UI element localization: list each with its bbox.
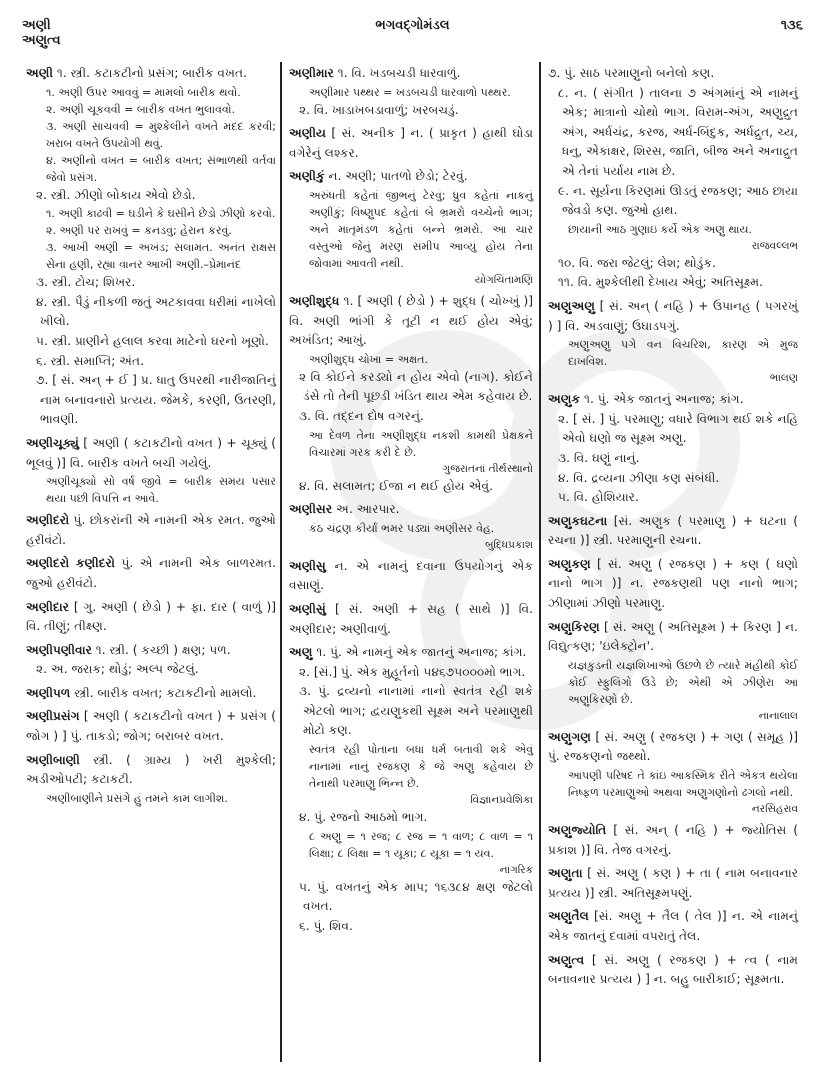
dictionary-entry: [548, 512, 798, 551]
headword: અણીય: [289, 126, 326, 141]
column-3: [548, 64, 798, 994]
entry-text: [સં. અણુ + તૈલ ( તેલ )] ન. એ નામનું એક જાતનું દવામાં વપરાતું તેલ.: [548, 909, 798, 943]
definition-line: [548, 864, 798, 903]
source-citation: [289, 792, 533, 808]
column-2: [289, 64, 533, 940]
entry-text: ૮ અણુ = ૧ રજ; ૮ રજ = ૧ વાળ; ૮ વાળ = ૧ લિક્ષા; ૮ લિક્ષા = ૧ યૂકા; ૮ યૂકા = ૧ યવ.: [309, 829, 533, 860]
entry-text: ન. એ નામનું દવાના ઉપયોગનું એક વસાણું.: [289, 558, 534, 593]
definition-line: [548, 273, 798, 293]
usage-example: [26, 84, 276, 101]
definition-line: [548, 410, 798, 449]
entry-text: ૪. અણીનો વખત = બારીક વખત; સંભાળથી વર્તવા જેવો પ્રસંગ.: [46, 153, 276, 184]
dictionary-entry: [548, 555, 798, 614]
entry-text: નરસિંહરાવ: [751, 803, 798, 816]
usage-example: [548, 336, 798, 370]
definition-line: [548, 182, 798, 221]
definition-line: [289, 917, 533, 937]
dictionary-entry: [289, 557, 533, 596]
entry-text: યજ્ઞકુંડની યજ્ઞશિખાઓ ઉછળે છે ત્યારે મંહીથી કોઈ કોઈ સ્ફુલિંગો ઉડે છે; એથી એ ઝીણેરા આ અણુકિરણો છે.: [568, 658, 798, 706]
dictionary-entry: [548, 297, 798, 386]
entry-text: ૨. અ. જરાક; થોડું; અલ્પ જેટલું.: [36, 662, 199, 677]
entry-text: રાજવલ્લભ: [751, 239, 798, 252]
headword: અણુક: [548, 392, 581, 407]
entry-text: ૫. પું. વખતનું એક માપ; ૧૬૩૮૪ ક્ષણ જેટલો વખત.: [299, 879, 533, 914]
dictionary-entry: [548, 618, 798, 724]
definition-line: [26, 186, 276, 206]
definition-line: [548, 618, 798, 657]
usage-example: [548, 221, 798, 238]
dictionary-entry: [548, 864, 798, 903]
entry-text: ગુજરાતનાં તીર્થસ્થાનો: [442, 462, 533, 475]
definition-line: [289, 101, 533, 121]
entry-text: અ. આરપાર.: [336, 502, 400, 517]
entry-text: ૬. સ્ત્રી. સમાપ્તિ; અંત.: [36, 353, 144, 368]
source-citation: [289, 862, 533, 878]
entry-text: [ સં. અણુ ( કણ ) + તા ( નામ બનાવનાર પ્રત્યય )] સ્ત્રી. અતિસૂક્ષ્મપણું.: [548, 866, 799, 900]
headword: અણુકણ: [548, 556, 591, 571]
entry-text: ૧. પું. એ નામનું એક જાતનું અનાજ; કાંગ.: [316, 645, 527, 660]
usage-example: [26, 205, 276, 222]
definition-line: [289, 407, 533, 427]
entry-text: ૧. સ્ત્રી. કટાકટીનો પ્રસંગ; બારીક વખત.: [56, 66, 247, 80]
entry-text: ૩. વિ. ઘણું નાનું.: [558, 450, 640, 465]
entry-text: ૨. સ્ત્રી. ઝીણો બોકાય એવો છેડો.: [36, 187, 196, 202]
headword: અણીપળ: [26, 685, 71, 700]
entry-text: અણીમાર પથ્થર = ખડબચડી ધારવાળો પથ્થર.: [309, 85, 511, 99]
dictionary-entry: [26, 707, 276, 746]
entry-text: [ ગુ. અણી ( છેડો ) + ફા. દાર ( વાળું )] વિ. તીણું; તીક્ષ્ણ.: [26, 599, 276, 634]
headword: અણીસું: [289, 601, 326, 616]
headword: અણુગણ: [548, 729, 592, 744]
entry-text: ૫. સ્ત્રી. પ્રાણીને હલાલ કરવા માટેનો ઘરનો ખૂણો.: [36, 333, 269, 348]
entry-text: ૬. પું. શિવ.: [299, 918, 353, 933]
entry-text: આપણી પરિષદ તે કાંઇ આકસ્મિક રીતે એકત્ર થયેલા નિષ્ફળ પરમાણુઓ અથવા અણુગણોનો ઢગલો નથી.: [568, 769, 798, 800]
entry-text: સ્ત્રી. ( ગ્રામ્ય ) ખરી મુશ્કેલી; અડીઓપટી; કટાકટી.: [26, 752, 276, 787]
dictionary-entry: [548, 64, 798, 293]
definition-line: [289, 682, 533, 741]
definition-line: [548, 951, 798, 990]
entry-text: અરુંધતી કહેતાં જીભનું ટેરવું; ધ્રુવ કહેતાં નાકનું અણીકું; વિષ્ણુપદ કહેતાં બે ભ્રમરો વચ્ચેનો ભાગ; અને માતૃમંડળ કહેતાં બન્ને ભ્રમરો. આ ચાર વસ્તુઓ જેનું મરણ સમીપ આવ્યું હોય તેના જોવામાં આવતી નથી.: [309, 188, 533, 270]
entry-text: યોગચિંતામણિ: [474, 273, 533, 286]
dictionary-entry: [289, 600, 533, 639]
entry-text: ભાલણ: [769, 372, 798, 385]
usage-example: [26, 473, 276, 507]
usage-example: [289, 520, 533, 537]
dictionary-entry: [26, 511, 276, 550]
entry-text: અણીશુદ્ધ ચોખા = અક્ષત.: [309, 352, 428, 366]
entry-text: ૪. વિ. સલામત; ઈજા ન થઈ હોય એવું.: [299, 478, 493, 493]
entry-text: [ સં. અણુ ( અતિસૂક્ષ્મ ) + કિરણ ] ન. વિદ્યુત્કણ; 'ઇલેક્ટ્રોન'.: [548, 619, 799, 654]
definition-line: [26, 707, 276, 746]
usage-example: [289, 828, 533, 862]
entry-text: નાગરિક: [499, 863, 533, 876]
definition-line: [289, 643, 533, 663]
dictionary-entry: [26, 598, 276, 637]
headword: અણીદાર: [26, 599, 70, 614]
definition-line: [289, 292, 533, 351]
entry-text: [ સં. અણુ ( રજકણ ) + ગણ ( સમૂહ )] પું. રજકણનો જથ્થો.: [548, 729, 799, 764]
dictionary-entry: [548, 951, 798, 990]
entry-text: [ સં. અન્ ( નહિ ) + ઉપાનહ ( પગરખું ) ] વિ. અડવાણું; ઉઘાડપગું.: [548, 298, 799, 333]
definition-line: [289, 167, 533, 187]
headword: અણુ: [289, 645, 313, 660]
headword: અણીપણીવાર: [26, 642, 92, 657]
entry-text: ૪. સ્ત્રી. પૈડું નીકળી જતું અટકાવવા ધરીમાં નાખેલો ખીલો.: [36, 294, 276, 329]
usage-example: [26, 152, 276, 186]
definition-line: [548, 254, 798, 274]
definition-line: [26, 684, 276, 704]
dictionary-entry: [548, 821, 798, 860]
dictionary-entry: [289, 124, 533, 163]
entry-text: [ અણી ( કટાકટીનો વખત ) + પ્રસંગ ( જોગ ) ] પું. તાકડો; જોગ; બરાબર વખત.: [26, 709, 276, 744]
entry-text: [ સં. અનીક ] ન. ( પ્રાકૃત ) હાથી ઘોડા વગેરેનું લશ્કર.: [289, 126, 533, 160]
guide-word-last: અણુત્વ: [22, 33, 61, 48]
headword: અણુત્વ: [548, 952, 585, 967]
entry-text: ૩. વિ. તદ્દન દોષ વગરનું.: [299, 408, 424, 423]
headword: અણીદરો: [26, 513, 70, 528]
usage-example: [548, 767, 798, 801]
headword: અણીશુદ્ધ: [289, 293, 340, 308]
dictionary-entry: [26, 751, 276, 807]
entry-text: છાયાની આઠ ગુણાઇ કર્યે એક અણુ થાય.: [568, 222, 752, 236]
definition-line: [289, 64, 533, 84]
usage-example: [26, 239, 276, 273]
dictionary-entry: [289, 64, 533, 120]
dictionary-entry: [289, 167, 533, 288]
entry-text: ૩. આખી અણી = અખંડ; સલામત. અનંત રાક્ષસ સેના હણી, રહ્યા વાનર આખી અણી.–પ્રેમાનંદ: [46, 241, 276, 272]
entry-text: ૧. વિ. ખડબચડી ધારવાળું.: [337, 66, 461, 80]
entry-text: ૭. પું. સાઠ પરમાણુનો બનેલો કણ.: [548, 66, 715, 80]
definition-line: [26, 641, 276, 661]
entry-text: આ દેવળ તેના અણીશુદ્ધ નકશી કામથી પ્રેક્ષકને વિચારમાં ગરક કરી દે છે.: [309, 428, 533, 459]
usage-example: [26, 222, 276, 239]
definition-line: [26, 598, 276, 637]
entry-text: ૪. વિ. દ્રવ્યના ઝીણા કણ સંબંધી.: [558, 470, 720, 485]
headword: અણુકિરણ: [548, 619, 600, 634]
entry-text: વિજ્ઞાનપ્રવેશિકા: [470, 794, 533, 807]
source-citation: [548, 238, 798, 254]
definition-line: [289, 477, 533, 497]
guide-word-first: અણી: [22, 18, 51, 33]
definition-line: [289, 878, 533, 917]
source-citation: [289, 537, 533, 553]
entry-text: ૯. ન. સૂર્યના કિરણમાં ઊડતું રજકણ; આઠ છાયા જેવડો કણ. જુઓ હાથ.: [558, 183, 798, 218]
entry-text: ૧. [ અણી ( છેડો ) + શુદ્ધ ( ચોખ્ખું )] વિ. અણી ભાંગી કે તૂટી ન થઈ હોય એવું; અખંડિત; આખું.: [289, 293, 534, 348]
entry-text: ૧. સ્ત્રી. ( કચ્છી ) ક્ષણ; પળ.: [95, 642, 231, 657]
definition-line: [289, 124, 533, 163]
column-divider: [539, 62, 541, 1062]
entry-text: ૩. અણી સાચવવી = મુશ્કેલીને વખતે મદદ કરવી; ખરાબ વખતે ઉપયોગી થવું.: [46, 119, 276, 150]
definition-line: [548, 469, 798, 489]
definition-line: [548, 728, 798, 767]
source-citation: [548, 370, 798, 386]
definition-line: [26, 660, 276, 680]
definition-line: [548, 907, 798, 946]
entry-text: ૧. પું. એક જાતનું અનાજ; કાંગ.: [583, 392, 744, 407]
page-number: ૧૩૬: [780, 18, 803, 33]
headword: અણુજ્યોતિ: [548, 823, 607, 838]
dictionary-entry: [548, 390, 798, 508]
headword: અણીચૂક્યું: [26, 435, 79, 450]
entry-text: ૩. પું. દ્રવ્યનો નાનામાં નાનો સ્વતંત્ર રહી શકે એટલો ભાગ; દ્વયણુકથી સૂક્ષ્મ અને પરમાણુથી મોટો કણ.: [299, 684, 533, 738]
definition-line: [548, 488, 798, 508]
headword: અણુતા: [548, 866, 583, 881]
entry-text: ૨. વિ. ખાડાખબડાવાળું; ખરબચડું.: [299, 102, 459, 117]
source-citation: [289, 461, 533, 477]
headword: અણી: [26, 66, 53, 80]
entry-text: નાનાલાલ: [758, 709, 798, 722]
headword: અણીસુ: [289, 558, 326, 573]
definition-line: [26, 352, 276, 372]
dictionary-entry: [289, 292, 533, 496]
definition-line: [26, 554, 276, 593]
entry-text: ન. અણી; પાતળો છેડો; ટેરવું.: [328, 169, 468, 184]
entry-text: બુદ્ધિપ્રકાશ: [485, 538, 533, 551]
entry-text: ૨. [સં.] પું. એક મુહૂર્તનો ૫૪૬૭૫૦૦૦મો ભાગ.: [299, 664, 526, 679]
entry-text: [ સં. અણુ ( રજકણ ) + કણ ( ઘણો નાનો ભાગ )] ન. રજકણથી પણ નાનો ભાગ; ઝીણામાં ઝીણો પરમાણુ.: [548, 556, 798, 611]
headword: અણુકઘટના: [548, 513, 608, 528]
usage-example: [548, 657, 798, 708]
dictionary-entry: [289, 643, 533, 936]
entry-text: અણુઅણુ પગે વન વિચરિશ, કારણ એ મુજ દાખવિશ.: [568, 338, 798, 369]
usage-example: [289, 187, 533, 272]
entry-text: સ્ત્રી. બારીક વખત; કટાકટીનો મામલો.: [74, 685, 257, 700]
dictionary-entry: [26, 64, 276, 430]
definition-line: [26, 751, 276, 790]
definition-line: [548, 555, 798, 614]
definition-line: [289, 663, 533, 683]
column-1: [26, 64, 276, 811]
dictionary-entry: [26, 434, 276, 507]
dictionary-entry: [289, 500, 533, 553]
entry-text: ૩. સ્ત્રી. ટોચ; શિખર.: [36, 275, 136, 290]
definition-line: [548, 64, 798, 84]
usage-example: [289, 427, 533, 461]
entry-text: અણીચૂક્યો સો વર્ષ જીવે = બારીક સમય પસાર થયા પછી વિપત્તિ ન આવે.: [46, 475, 276, 506]
source-citation: [548, 708, 798, 724]
dictionary-entry: [548, 907, 798, 946]
page-title: ભગવદ્ગોમંડલ: [375, 18, 450, 33]
entry-text: ૭. [ સં. અન્ + ઈ ] પ્ર. ધાતુ ઉપરથી નારીજાતિનું નામ બનાવનારો પ્રત્યય. જેમકે, કરણી, ઉતરણી, ભાવણી.: [36, 373, 276, 427]
entry-text: પું. છોકરાંની એ નામની એક રમત. જુઓ હરીવંટો.: [26, 513, 276, 547]
definition-line: [548, 84, 798, 182]
definition-line: [548, 297, 798, 336]
dictionary-entry: [26, 684, 276, 704]
usage-example: [289, 84, 533, 101]
usage-example: [26, 118, 276, 152]
entry-text: [ સં. અન્ ( નહિ ) + જ્યોતિસ ( પ્રકાશ )] વિ. તેજ વગરનું.: [548, 823, 798, 857]
entry-text: [સં. અણુક ( પરમાણુ ) + ઘટના ( રચના )] સ્ત્રી. પરમાણુની રચના.: [548, 513, 799, 548]
definition-line: [26, 511, 276, 550]
headword: અણુતૈલ: [548, 909, 589, 924]
definition-line: [548, 390, 798, 410]
headword: અણીદરો કણીદરો: [26, 556, 115, 571]
definition-line: [289, 808, 533, 828]
definition-line: [289, 500, 533, 520]
dictionary-entry: [548, 728, 798, 817]
source-citation: [289, 272, 533, 288]
definition-line: [26, 273, 276, 293]
entry-text: ૧. અણી કાઢવી = ઘડીને કે ઘસીને છેડો ઝીણો કરવો.: [46, 207, 276, 221]
definition-line: [26, 293, 276, 332]
definition-line: [289, 600, 533, 639]
source-citation: [548, 801, 798, 817]
dictionary-entry: [26, 554, 276, 593]
column-divider: [280, 62, 282, 1062]
entry-text: [ સં. અણુ ( રજકણ ) + ત્વ ( નામ બનાવનાર પ્રત્યય ) ] ન. બહુ બારીકાઈ; સૂક્ષ્મતા.: [548, 952, 799, 987]
definition-line: [26, 434, 276, 473]
usage-example: [289, 351, 533, 368]
definition-line: [26, 371, 276, 430]
entry-text: સ્વતંત્ર રહી પોતાના બધા ધર્મ બતાવી શકે એવું નાનામાં નાનું રજકણ કે જે અણુ કહેવાય છે તેનાથી પરમાણુ ભિન્ન છે.: [309, 743, 533, 791]
usage-example: [26, 790, 276, 807]
entry-text: પું. એ નામની એક બાળરમત. જુઓ હરીવંટો.: [26, 556, 276, 590]
headword: અણીકું: [289, 169, 325, 184]
entry-text: ૧. અણી ઉપર આવવું = મામલો બારીક થવો.: [46, 85, 241, 99]
definition-line: [548, 449, 798, 469]
entry-text: ૪. પું. રજનો આઠમો ભાગ.: [299, 810, 428, 825]
entry-text: ૧૦. વિ. જરા જેટલું; લેશ; થોડુંક.: [558, 255, 716, 270]
definition-line: [26, 64, 276, 84]
definition-line: [289, 368, 533, 407]
definition-line: [548, 821, 798, 860]
entry-text: ૧૧. વિ. મુશ્કેલીથી દેખાય એવું; અતિસૂક્ષ્મ.: [558, 275, 763, 290]
entry-text: ૮. ન. ( સંગીત ) તાલના ૭ અંગમાંનું એ નામનું એક; માત્રાનો ચોથો ભાગ. વિરામ-અંગ, અણુદ્રુત અંગ, અર્ધચંદ્ર, કરજ, અર્ધ-બિંદુક, અર્ધદ્રુત, ચ્ય, ધનુ, એકાક્ષર, શિરસ, જાતિ, બીજ અને અનાદ્રુત એ તેનાં પર્યાય નામ છે.: [558, 85, 798, 178]
page-header: [0, 14, 825, 48]
entry-text: ૨. [ સં. ] પું. પરમાણુ; વધારે વિભાગ થઈ શકે નહિ એવો ઘણો જ સૂક્ષ્મ અણુ.: [558, 411, 798, 446]
entry-text: ૫. વિ. હોશિયાર.: [558, 490, 639, 505]
headword: અણીસર: [289, 502, 333, 517]
usage-example: [26, 101, 276, 118]
entry-text: [ સં. અણી + સહ ( સાથે )] વિ. અણીદાર; અણીવાળું.: [289, 601, 533, 636]
entry-text: અણીબાણીને પ્રસંગે હું તમને કામ લાગીશ.: [46, 791, 228, 805]
definition-line: [289, 557, 533, 596]
usage-example: [289, 741, 533, 792]
headword: અણુઅણુ: [548, 298, 595, 313]
headword: અણીપ્રસંગ: [26, 709, 80, 724]
entry-text: [ અણી ( કટાકટીનો વખત ) + ચૂક્યું ( ભૂલવું )] વિ. બારીક વખતે બચી ગયેલું.: [26, 435, 277, 470]
dictionary-entry: [26, 641, 276, 680]
entry-text: ૨ વિ કોઈને કરડ્યો ન હોય એવો (નાગ). કોઈને ડંસે તો તેની પૂછડી ખંડિત થાય એમ કહેવાય છે.: [299, 369, 533, 404]
entry-text: ૨. અણી પર રાખવું = કનડવું; હેરાન કરવું.: [46, 224, 232, 238]
headword: અણીબાણી: [26, 752, 80, 767]
entry-text: કંઠ ચંદ્રણ કીર્યાં ભમર પડ્યાં અણીસર વેહ.: [309, 521, 495, 535]
headword: અણીમાર: [289, 66, 334, 80]
definition-line: [548, 512, 798, 551]
definition-line: [26, 332, 276, 352]
entry-text: ૨. અણી ચૂકવવી = બારીક વખત ભુલાવવો.: [46, 102, 235, 116]
